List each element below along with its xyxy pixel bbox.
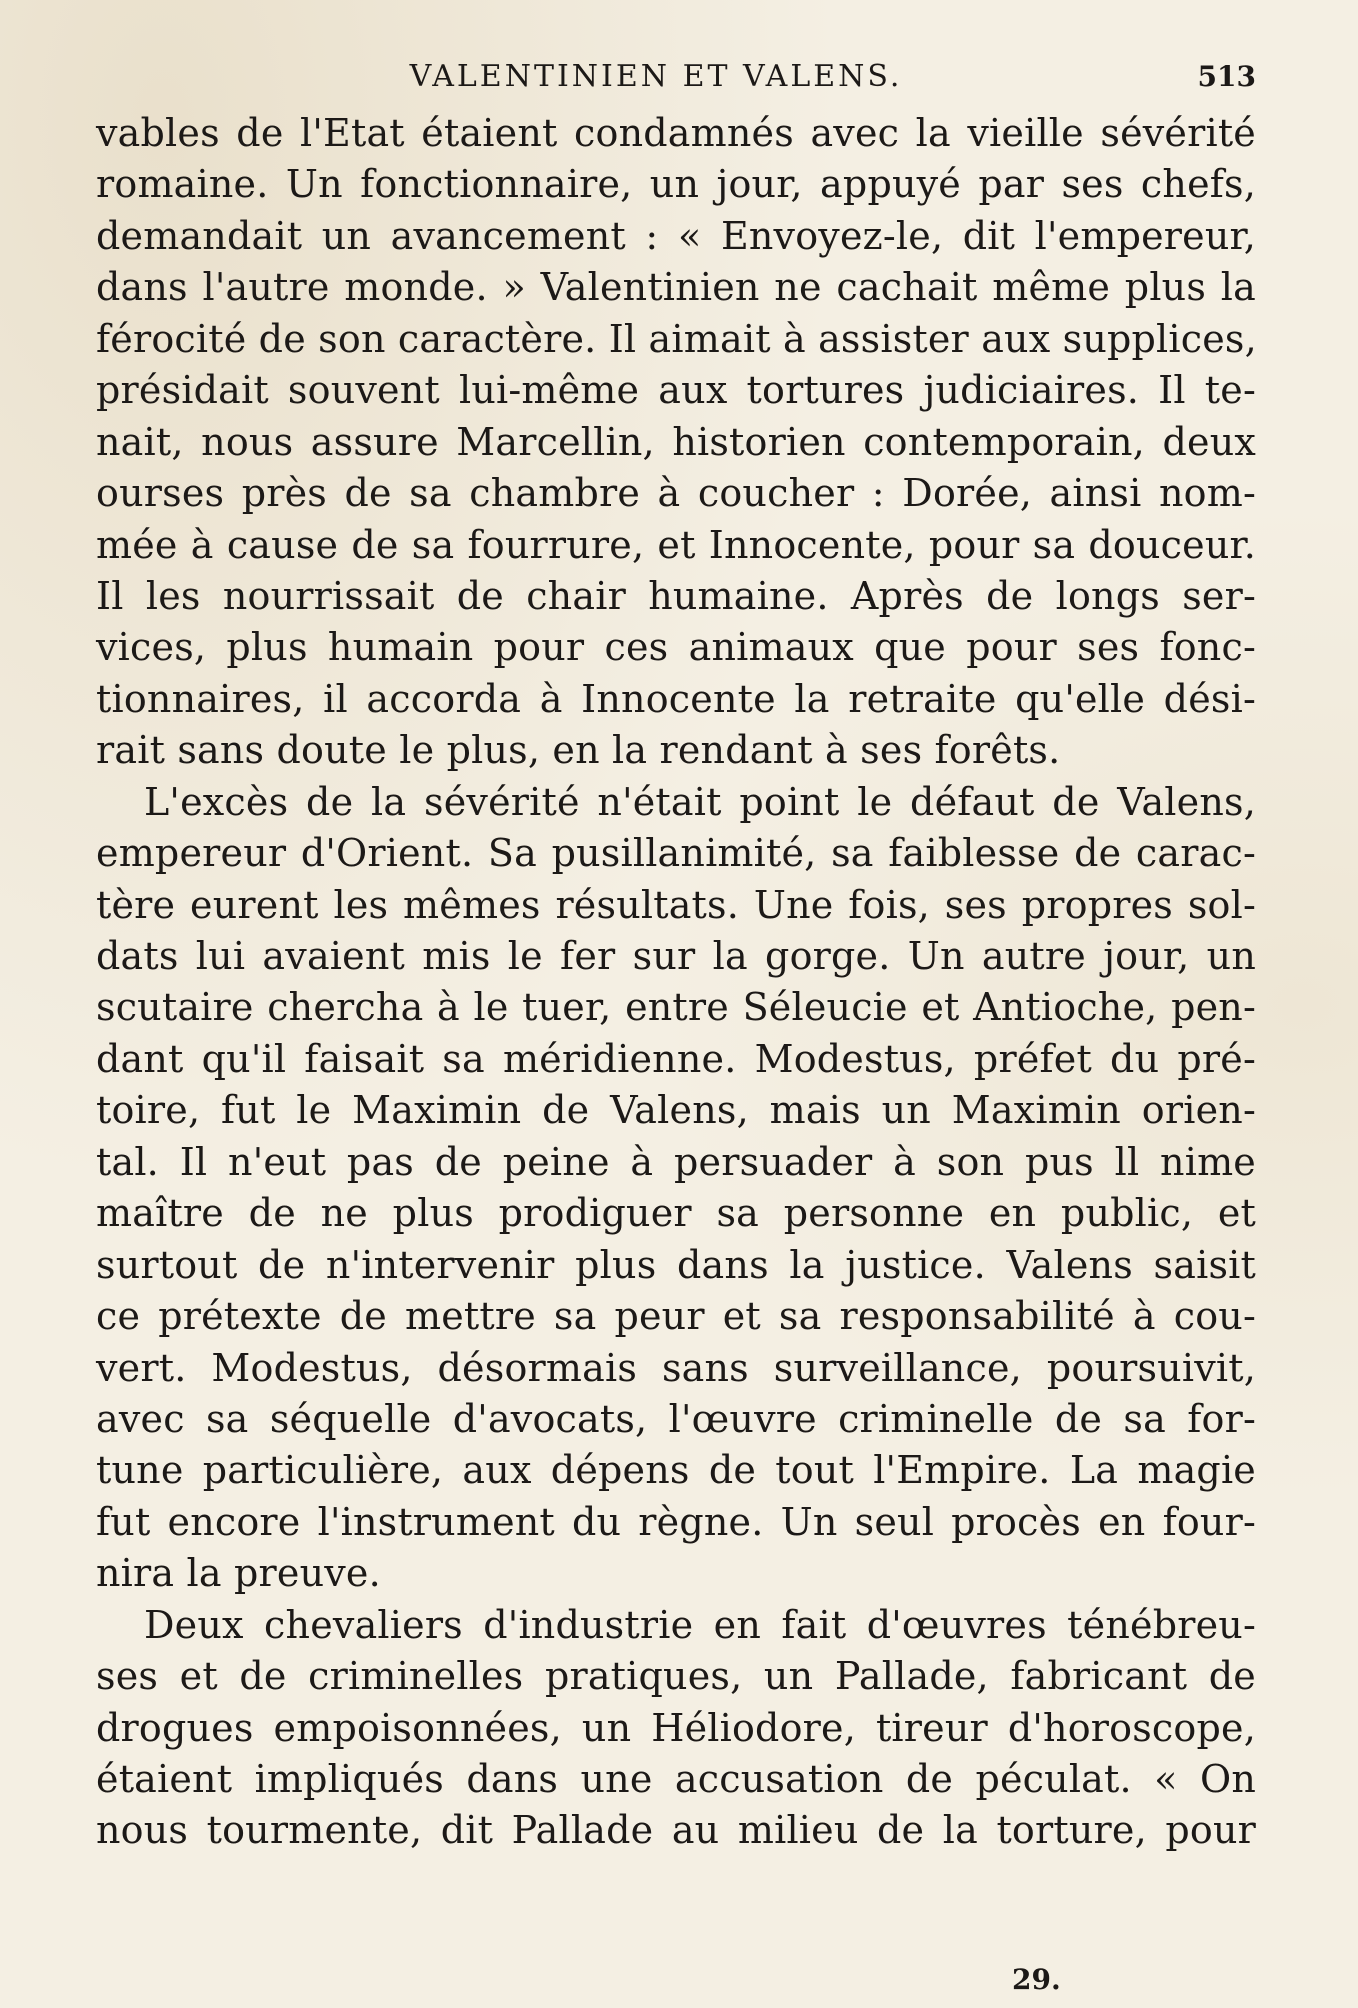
page-header [96, 52, 1256, 102]
text-line-17: dats lui avaient mis le fer sur la gorge. Un autre jour, un [96, 934, 1256, 978]
text-line-32: drogues empoisonnées, un Héliodore, tireur d'horoscope, [96, 1705, 1256, 1750]
text-line-15: empereur d'Orient. Sa pusillanimité, sa faiblesse de carac- [96, 831, 1256, 876]
text-line-14: L'excès de la sévérité n'était point le défaut de Valens, [144, 779, 1256, 824]
text-line-6: présidait souvent lui-même aux tortures judiciaires. Il te- [96, 368, 1256, 413]
text-line-5: férocité de son caractère. Il aimait à assister aux supplices, [96, 316, 1257, 361]
text-line-11: vices, plus humain pour ces animaux que pour ses fonc- [96, 625, 1256, 670]
text-line-34: nous tourmente, dit Pallade au milieu de la torture, pour [96, 1808, 1256, 1853]
text-line-9: mée à cause de sa fourrure, et Innocente, pour sa douceur. [96, 522, 1256, 567]
text-line-22: maître de ne plus prodiguer sa personne en public, et [96, 1191, 1256, 1236]
text-line-21: tal. Il n'eut pas de peine à persuader à son pus ll nime [96, 1139, 1256, 1184]
text-line-30: Deux chevaliers d'industrie en fait d'œuvres ténébreu- [144, 1602, 1256, 1647]
text-line-1: vables de l'Etat étaient condamnés avec la vieille sévérité [96, 111, 1256, 155]
text-line-29: nira la preuve. [96, 1551, 381, 1596]
text-line-13: rait sans doute le plus, en la rendant à ses forêts. [96, 728, 1061, 773]
text-line-3: demandait un avancement : « Envoyez-le, dit l'empereur, [96, 213, 1256, 258]
text-line-4: dans l'autre monde. » Valentinien ne cachait même plus la [96, 265, 1256, 310]
text-line-28: fut encore l'instrument du règne. Un seul procès en four- [96, 1499, 1256, 1544]
text-line-27: tune particulière, aux dépens de tout l'Empire. La magie [96, 1448, 1256, 1493]
text-line-7: nait, nous assure Marcellin, historien contemporain, deux [96, 419, 1256, 464]
text-line-18: scutaire chercha à le tuer, entre Séleucie et Antioche, pen- [96, 985, 1256, 1030]
text-line-8: ourses près de sa chambre à coucher : Dorée, ainsi nom- [96, 471, 1256, 516]
text-line-12: tionnaires, il accorda à Innocente la retraite qu'elle dési- [96, 676, 1256, 721]
text-line-2: romaine. Un fonctionnaire, un jour, appuyé par ses chefs, [96, 162, 1256, 207]
paragraph-2 [96, 777, 1256, 1600]
text-line-23: surtout de n'intervenir plus dans la justice. Valens saisit [96, 1242, 1256, 1287]
text-line-33: étaient impliqués dans une accusation de péculat. « On [96, 1757, 1256, 1801]
text-line-26: avec sa séquelle d'avocats, l'œuvre criminelle de sa for- [96, 1396, 1256, 1441]
body-text [96, 108, 1256, 1857]
text-line-24: ce prétexte de mettre sa peur et sa responsabilité à cou- [96, 1294, 1256, 1339]
text-line-25: vert. Modestus, désormais sans surveillance, poursuivit, [96, 1345, 1256, 1390]
text-line-16: tère eurent les mêmes résultats. Une fois, ses propres sol- [96, 882, 1256, 927]
paragraph-3 [96, 1600, 1256, 1857]
text-line-19: dant qu'il faisait sa méridienne. Modestus, préfet du pré- [96, 1036, 1256, 1081]
signature-mark: 29. [1012, 1963, 1061, 1996]
text-line-31: ses et de criminelles pratiques, un Pallade, fabricant de [96, 1654, 1256, 1699]
paragraph-1 [96, 108, 1256, 777]
text-line-10: Il les nourrissait de chair humaine. Après de longs ser- [96, 573, 1256, 618]
page-number: 513 [1197, 60, 1256, 93]
running-title: VALENTINIEN ET VALENS. [409, 59, 903, 94]
text-line-20: toire, fut le Maximin de Valens, mais un Maximin orien- [96, 1088, 1256, 1133]
